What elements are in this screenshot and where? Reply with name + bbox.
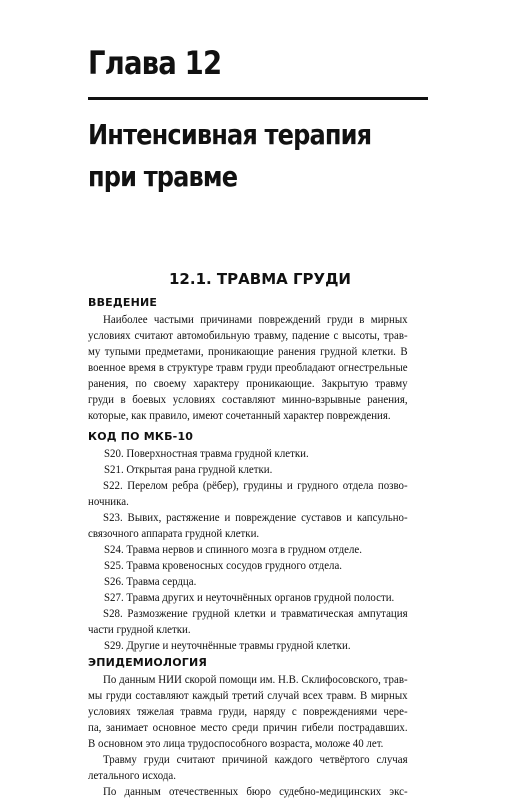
epidemiology-line: В основном это лица трудоспособного возраста, моложе 40 лет. xyxy=(88,737,384,750)
chapter-rule xyxy=(88,97,428,100)
icd-item: S26. Травма сердца. xyxy=(104,575,197,588)
chapter-heading-line-1: Интенсивная терапия xyxy=(88,118,372,151)
icd-item: S23. Вывих, растяжение и повреждение суставов и капсульно- xyxy=(103,511,408,524)
epidemiology-line: мы груди составляют каждый третий случай всех травм. В мирных xyxy=(88,689,408,702)
epidemiology-line: По данным НИИ скорой помощи им. Н.В. Склифосовского, трав- xyxy=(103,673,408,686)
icd-item: S27. Травма других и неуточнённых органов грудной полости. xyxy=(104,591,395,604)
introduction-line: условиях считают автомобильную травму, падение с высоты, трав- xyxy=(88,329,408,342)
icd-item: S22. Перелом ребра (рёбер), грудины и грудного отдела позво- xyxy=(103,479,408,492)
icd-item-continuation: связочного аппарата грудной клетки. xyxy=(88,527,260,540)
epidemiology-line: По данным отечественных бюро судебно-медицинских экс- xyxy=(103,785,408,798)
epidemiology-line: па, занимает основное место среди причин гибели пострадавших. xyxy=(88,721,408,734)
icd-item: S25. Травма кровеносных сосудов грудного отдела. xyxy=(104,559,343,572)
epidemiology-line: условиях тяжелая травма груди, наряду с повреждениями чере- xyxy=(88,705,408,718)
icd-item-continuation: части грудной клетки. xyxy=(88,623,191,636)
section-title: 12.1. ТРАВМА ГРУДИ xyxy=(169,270,351,288)
epidemiology-line: Травму груди считают причиной каждого четвёртого случая xyxy=(103,753,408,766)
introduction-line: Наиболее частыми причинами повреждений груди в мирных xyxy=(103,313,408,326)
icd-item: S24. Травма нервов и спинного мозга в грудном отделе. xyxy=(104,543,362,556)
icd-item: S21. Открытая рана грудной клетки. xyxy=(104,463,273,476)
introduction-line: которые, как правило, имеют сочетанный характер повреждения. xyxy=(88,409,391,422)
introduction-line: военное время в структуре травм груди преобладают огнестрельные xyxy=(88,361,408,374)
icd-item: S29. Другие и неуточнённые травмы грудной клетки. xyxy=(104,639,351,652)
icd-title: КОД ПО МКБ-10 xyxy=(88,430,194,443)
icd-item: S28. Размозжение грудной клетки и травматическая ампутация xyxy=(103,607,408,620)
introduction-title: ВВЕДЕНИЕ xyxy=(88,296,158,309)
chapter-title: Глава 12 xyxy=(88,44,222,82)
introduction-line: груди в боевых условиях составляют минно-взрывные ранения, xyxy=(88,393,408,406)
epidemiology-title: ЭПИДЕМИОЛОГИЯ xyxy=(88,656,208,669)
chapter-heading-line-2: при травме xyxy=(88,160,238,193)
icd-item: S20. Поверхностная травма грудной клетки. xyxy=(104,447,309,460)
epidemiology-line: летального исхода. xyxy=(88,769,176,782)
introduction-line: му тупыми предметами, проникающие ранения грудной клетки. В xyxy=(88,345,408,358)
introduction-line: ранения, по своему характеру проникающие. Закрытую травму xyxy=(88,377,408,390)
icd-item-continuation: ночника. xyxy=(88,495,129,508)
